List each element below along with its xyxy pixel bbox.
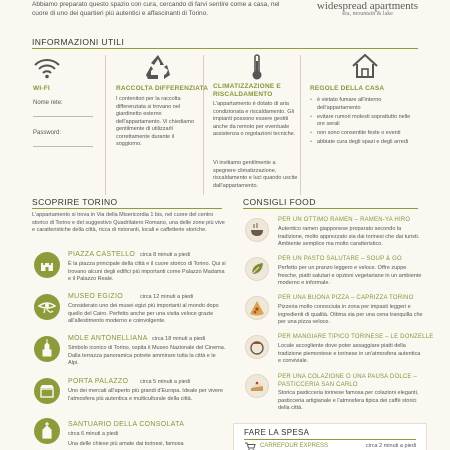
place-distance: circa 6 minuti a piedi <box>68 431 119 437</box>
place-name: PORTA PALAZZO <box>68 378 129 385</box>
place-desc: Simbolo iconico di Torino, ospita il Museo Nazionale del Cinema. Dalla terrazza panoramica potrete ammirare tutta la città e le Alpi. <box>68 345 226 366</box>
place-name: PIAZZA CASTELLO <box>68 251 136 258</box>
pizza-icon <box>245 296 269 320</box>
food-item-desc: Storica pasticceria torinese famosa per colazioni eleganti, pasticceria artigianale e l'atmosfera tipica dei caffè storici della città. <box>278 390 419 411</box>
food-item-desc: Pizzeria molto conosciuta in zona per impasti leggeri e ingredienti di qualità. Ottima sia per una cena tranquilla che per una pizza veloce. <box>278 304 423 325</box>
plate-icon <box>245 335 269 359</box>
place-distance: circa 8 minuti a piedi <box>140 252 191 258</box>
place-desc: Una delle chiese più amate dai torinesi, famosa <box>68 441 184 447</box>
place-distance: circa 5 minuti a piedi <box>140 379 191 385</box>
climate-title: CLIMATIZZAZIONE E RISCALDAMENTO <box>213 83 281 98</box>
divider <box>300 55 301 195</box>
divider <box>203 55 204 195</box>
food-item-title: PER UNA BUONA PIZZA – CAPRIZZA TORINO <box>278 295 414 301</box>
place-distance: circa 18 minuti a piedi <box>152 336 206 342</box>
recycling-text: I contenitori per la raccolta differenziata si trovano nel giardinetto esterno dell'appartamento. Vi chiediamo gentilmente di utilizzarli correttamente durante il soggiorno. <box>116 96 194 147</box>
food-title: CONSIGLI FOOD <box>243 197 316 207</box>
place-name: MOLE ANTONELLIANA <box>68 335 148 342</box>
rule-item: • evitare rumori molesti soprattutto nelle ore serali <box>310 114 418 129</box>
password-label: Password: <box>33 130 62 136</box>
rule-item: • abbiate cura degli spazi e degli arredi <box>310 139 418 147</box>
shopping-card <box>233 423 427 450</box>
wifi-title: WI-FI <box>33 85 50 92</box>
climate-text-2: Vi invitiamo gentilmente a spegnere climatizzazione, riscaldamento e luci quando uscite dall'appartamento. <box>213 160 298 189</box>
place-distance: circa 12 minuti a piedi <box>140 294 194 300</box>
place-desc: Considerato uno dei musei egizi più importanti al mondo dopo quello del Cairo. Perfetto anche per una visita veloce grazie all'allestimento moderno e coinvolgente. <box>68 303 219 324</box>
church-icon <box>34 418 60 444</box>
food-item-title: PER UNA COLAZIONE O UNA PAUSA DOLCE – PASTICCERIA SAN CARLO <box>278 374 417 388</box>
thermometer-icon <box>250 53 264 81</box>
food-item-title: PER UN PASTO SALUTARE – SOUP & GO <box>278 256 402 262</box>
leaf-icon <box>245 257 269 281</box>
castle-icon <box>34 252 60 278</box>
place-desc: Uno dei mercati all'aperto più grandi d'Europa. Ideale per vivere l'atmosfera più autentica e multiculturale della città. <box>68 388 223 402</box>
network-label: Nome rete: <box>33 100 63 106</box>
cart-icon <box>245 442 256 450</box>
brand <box>317 0 418 17</box>
brand-tagline: sea, mountain & lake <box>341 11 393 17</box>
house-icon <box>351 53 379 79</box>
wifi-icon <box>33 57 61 79</box>
rule-item: • non sono consentite feste o eventi <box>310 130 418 138</box>
rules-list <box>310 97 418 148</box>
mole-icon <box>34 336 60 362</box>
food-item-desc: Autentico ramen giapponese preparato secondo la tradizione, molto apprezzato sia dai torinesi che dai turisti. Ambiente semplice ma molto caratteristico. <box>278 226 420 247</box>
intro-text: Abbiamo preparato questo spazio con cura, cercando di farvi sentire come a casa, nel cuore di uno dei quartieri più autentici e affascinanti di Torino. <box>32 1 280 17</box>
rules-title: REGOLE DELLA CASA <box>310 85 385 92</box>
food-rule <box>243 208 418 209</box>
brand-name: widespread apartments <box>316 0 418 12</box>
market-icon <box>34 378 60 404</box>
recycle-icon <box>143 53 173 81</box>
eye-of-horus-icon <box>34 294 60 320</box>
discover-intro: L'appartamento si trova in Via della Misericordia 1 bis, nel cuore del centro storico di Torino e del suggestivo Quadrilatero Romano, una delle zone più vive e caratteristiche della città, ricca di ristoranti, locali e caffetterie storiche. <box>32 212 225 233</box>
place-name: SANTUARIO DELLA CONSOLATA <box>68 421 185 428</box>
cake-icon <box>245 374 269 398</box>
place-desc: È la piazza principale della città e il cuore storico di Torino. Qui si trovano alcuni degli edifici più importanti come Palazzo Madama e il Palazzo Reale. <box>68 261 226 282</box>
divider <box>105 55 106 195</box>
ramen-bowl-icon <box>245 218 269 242</box>
shopping-rule <box>244 439 416 440</box>
network-field[interactable] <box>33 116 93 117</box>
food-item-desc: Perfetto per un pranzo leggero e veloce. Offre zuppe fresche, piatti salutari e opzioni vegetariane in un ambiente moderno e informale. <box>278 265 422 286</box>
store-name: CARREFOUR EXPRESS <box>260 443 329 449</box>
food-item-desc: Locale accogliente dove poter assaggiare piatti della tradizione piemontese e torinese in un'atmosfera autentica e conviviale. <box>278 343 421 364</box>
discover-rule <box>32 208 222 209</box>
rule-item: • è vietato fumare all'interno dell'appartamento <box>310 97 418 112</box>
food-item-title: PER UN OTTIMO RAMEN – RAMEN-YA HIRO <box>278 217 411 223</box>
info-rule <box>32 48 418 49</box>
info-title: INFORMAZIONI UTILI <box>32 37 125 47</box>
place-name: MUSEO EGIZIO <box>68 293 123 300</box>
store-distance: circa 2 minuti a piedi <box>366 443 417 449</box>
recycling-title: RACCOLTA DIFFERENZIATA <box>116 85 209 92</box>
password-field[interactable] <box>33 146 93 147</box>
climate-text-1: L'appartamento è dotato di aria condizionata e riscaldamento. Gli impianti possono essere gestiti anche da remoto per eventuale assistenza o regolazioni tecniche. <box>213 101 296 137</box>
discover-title: SCOPRIRE TORINO <box>32 197 118 207</box>
shopping-title: FARE LA SPESA <box>244 428 310 437</box>
food-item-title: PER MANGIARE TIPICO TORINESE – LE DONZELLE <box>278 334 434 340</box>
